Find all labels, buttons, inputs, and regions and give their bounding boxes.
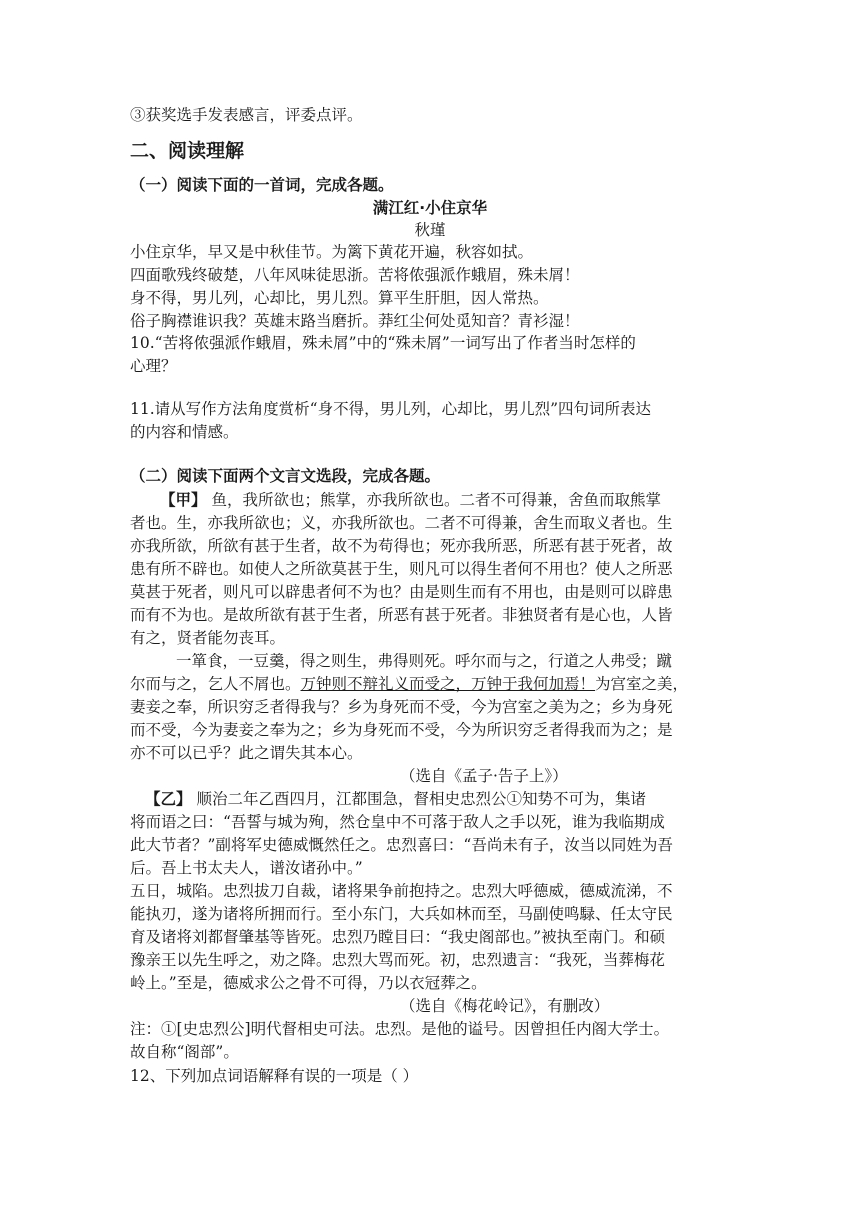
passage-jia-line1: 【甲】 鱼，我所欲也；熊掌，亦我所欲也。二者不可得兼，舍鱼而取熊掌: [160, 490, 661, 509]
passage-yi2-line: 育及诸将刘都督肇基等皆死。忠烈乃瞠目曰：“我史阁部也。”被执至南门。和硕: [130, 928, 666, 946]
passage-yi-source: （选自《梅花岭记》，有删改）: [400, 997, 610, 1015]
passage-jia2-line-underlined: 尔而与之，乞人不屑也。万钟则不辩礼义而受之，万钟于我何加焉！为宫室之美，: [130, 675, 689, 693]
passage-yi2-line: 豫亲王以先生呼之，劝之降。忠烈大骂而死。初，忠烈遗言：“我死，当葬梅花: [130, 951, 665, 969]
passage-jia-line: 有之，贤者能勿丧耳。: [130, 629, 286, 647]
passage-jia-label: 【甲】: [160, 490, 207, 509]
passage-yi-label: 【乙】: [145, 789, 192, 808]
passage-yi-line1: 【乙】 顺治二年乙酉四月，江都围急，督相史忠烈公①知势不可为，集诸: [145, 789, 646, 808]
part1-heading: （一）阅读下面的一首词，完成各题。: [130, 176, 394, 194]
passage-jia-line: 莫甚于死者，则凡可以辟患者何不为也？由是则生而有不用也，由是则可以辟患: [130, 583, 673, 601]
passage-yi2-line: 五日，城陷。忠烈拔刀自裁，诸将果争前抱持之。忠烈大呼德威，德威流涕，不: [130, 882, 673, 900]
passage-yi-line: 后。吾上书太夫人，谱汝诸孙中。”: [130, 859, 363, 877]
passage-jia2-line: 亦不可以已乎？此之谓失其本心。: [130, 744, 363, 762]
poem-line: 四面歌残终破楚，八年风味徒思浙。苦将侬强派作蛾眉，殊未屑！: [130, 266, 580, 284]
footnote-cont: 故自称“阁部”。: [130, 1043, 239, 1061]
passage-jia2-line: 妻妾之奉，所识穷乏者得我与？乡为身死而不受，今为宫室之美为之；乡为身死: [130, 698, 673, 716]
question-11-cont: 的内容和情感。: [130, 423, 239, 441]
question-11: 11.请从写作方法角度赏析“身不得，男儿列，心却比，男儿烈”四句词所表达: [130, 400, 652, 418]
passage-jia-line: 亦我所欲，所欲有甚于生者，故不为苟得也；死亦我所恶，所恶有甚于死者，故: [130, 537, 673, 555]
poem-line: 身不得，男儿列，心却比，男儿烈。算平生肝胆，因人常热。: [130, 289, 549, 307]
passage-jia2-line: 而不受，今为妻妾之奉为之；乡为身死而不受，今为所识穷乏者得我而为之；是: [130, 721, 673, 739]
question-12: 12、下列加点词语解释有误的一项是（ ）: [130, 1067, 419, 1085]
passage-jia2-line: 一箪食，一豆羹，得之则生，弗得则死。呼尔而与之，行道之人弗受；蹴: [176, 652, 673, 670]
passage-yi-line: 此大节者？”副将军史德威慨然任之。忠烈喜曰：“吾尚未有子，汝当以同姓为吾: [130, 836, 673, 854]
poem-title: 满江红·小住京华: [372, 199, 488, 217]
section-title: 二、阅读理解: [130, 140, 245, 162]
poem-author: 秋瑾: [414, 221, 446, 239]
intro-line: ③获奖选手发表感言，评委点评。: [130, 106, 363, 124]
passage-jia-line: 患有所不辟也。如使人之所欲莫甚于生，则凡可以得生者何不用也？使人之所恶: [130, 560, 673, 578]
passage-yi2-line: 能执刃，遂为诸将所拥而行。至小东门，大兵如林而至，马副使鸣騄、任太守民: [130, 905, 673, 923]
passage-jia-line: 而有不为也。是故所欲有甚于生者，所恶有甚于死者。非独贤者有是心也，人皆: [130, 606, 673, 624]
passage-jia-source: （选自《孟子·告子上》）: [400, 767, 568, 785]
passage-yi-line: 将而语之曰：“吾誓与城为殉，然仓皇中不可落于敌人之手以死，谁为我临期成: [130, 813, 665, 831]
part2-heading: （二）阅读下面两个文言文选段，完成各题。: [130, 467, 441, 485]
underlined-sentence: 万钟则不辩礼义而受之，万钟于我何加焉！: [300, 675, 596, 693]
question-10-cont: 心理？: [130, 357, 177, 375]
poem-line: 俗子胸襟谁识我？英雄末路当磨折。莽红尘何处觅知音？青衫湿！: [130, 312, 580, 330]
footnote: 注：①[史忠烈公]明代督相史可法。忠烈。是他的谥号。因曾担任内阁大学士。: [130, 1020, 670, 1038]
poem-line: 小住京华，早又是中秋佳节。为篱下黄花开遍，秋容如拭。: [130, 243, 534, 261]
passage-jia-line: 者也。生，亦我所欲也；义，亦我所欲也。二者不可得兼，舍生而取义者也。生: [130, 514, 673, 532]
passage-yi2-line: 岭上。”至是，德威求公之骨不可得，乃以衣冠葬之。: [130, 974, 487, 992]
question-10: 10.“苦将侬强派作蛾眉，殊未屑”中的“殊未屑”一词写出了作者当时怎样的: [130, 334, 636, 352]
